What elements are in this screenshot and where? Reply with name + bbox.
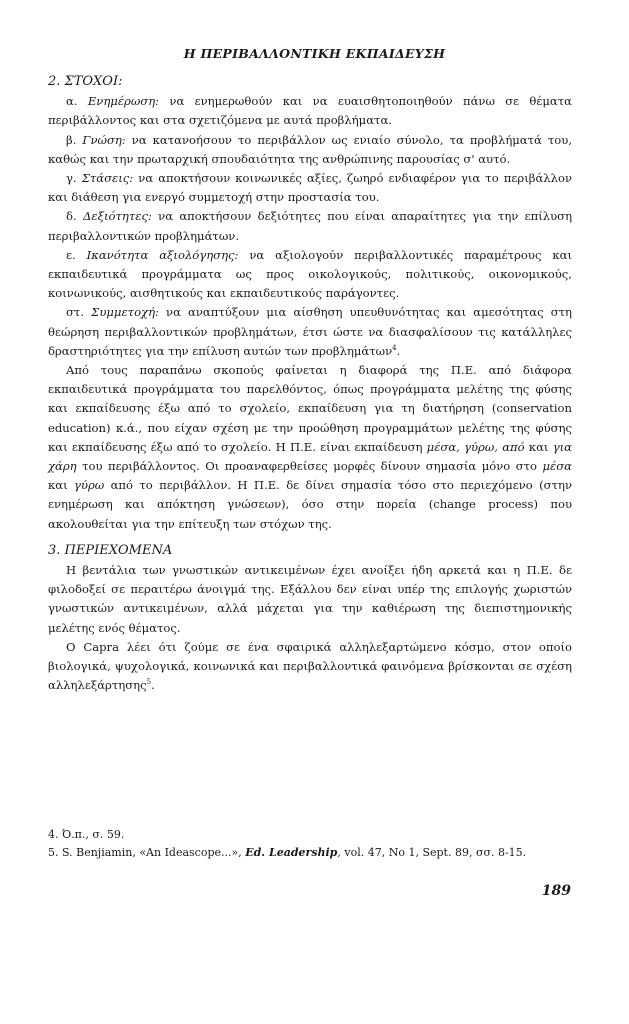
goal-text: να ενημερωθούν και να ευαισθητοποιηθούν πάνω σε θέματα περιβάλλοντος και στα σχετιζόμενα με αυτά προβλήματα. (48, 94, 573, 128)
goal-label: γ. (66, 171, 77, 186)
page-body (48, 72, 572, 696)
goal-term: Ενημέρωση: (87, 94, 160, 109)
goal-term: Συμμετοχή: (91, 305, 159, 320)
goal-term: Γνώση: (82, 132, 126, 147)
goal-label: δ. (66, 209, 77, 224)
text-run: . (151, 678, 155, 693)
text-run: , vol. 47, No 1, Sept. 89, σσ. 8-15. (337, 846, 527, 859)
goal-item-c (48, 169, 572, 207)
footnotes (48, 826, 578, 862)
goal-text: να αποκτήσουν δεξιότητες που είναι απαραίτητες για την επίλυση περιβαλλοντικών προβλημάτων. (48, 209, 573, 243)
goal-text: να αποκτήσουν κοινωνικές αξίες, ζωηρό ενδιαφέρον για το περιβάλλον και διάθεση για ενεργό συμμετοχή στην προστασία του. (48, 171, 572, 205)
page-number: 189 (541, 883, 571, 899)
goals-discussion-paragraph (48, 361, 572, 534)
italic-run: γύρω (73, 478, 105, 493)
goal-text: να αναπτύξουν μια αίσθηση υπευθυνότητας και αμεσότητας στη θεώρηση περιβαλλοντικών προβλημάτων, έτσι ώστε να διασφαλίσουν τις κατάλληλες δραστηριότητες για την επίλυση αυτών των προβλημάτων (48, 305, 573, 358)
footnote-4: 4. Ό.π., σ. 59. (48, 828, 125, 841)
goal-item-a (48, 92, 572, 130)
text-run: του περιβάλλοντος. Οι προαναφερθείσες μορφές δίνουν σημασία μόνο στο (76, 459, 543, 474)
text-run: 5. S. Benjiamin, «An Ideascope...», (48, 846, 246, 859)
section-heading-goals: 2. ΣΤΟΧΟΙ: (48, 74, 123, 89)
goal-label: ε. (66, 247, 76, 262)
italic-run: μέσα (542, 459, 572, 474)
goal-item-e (48, 246, 572, 304)
contents-paragraph-2 (48, 638, 572, 696)
goal-term: Ικανότητα αξιολόγησης: (86, 247, 239, 262)
goal-item-b (48, 131, 572, 169)
goal-text-end: . (396, 343, 401, 358)
italic-run: μέσα, γύρω, από (426, 439, 525, 454)
text-run: και (524, 439, 553, 454)
text-run: από το περιβάλλον. Η Π.Ε. δε δίνει σημασία τόσο στο περιεχόμενο (στην ενημέρωση και απόκτηση γνώσεων), όσο στην πορεία (change process) που ακολουθείται για την επίτευξη των στόχων της. (48, 478, 572, 531)
goal-text: να κατανοήσουν το περιβάλλον ως ενιαίο σύνολο, τα προβλήματά του, καθώς και την πρωταρχική σπουδαιότητα της ανθρώπινης παρουσίας σ' αυτό. (48, 132, 573, 166)
journal-title: Ed. Leadership (245, 846, 338, 859)
footnote-5 (48, 844, 578, 862)
footnote-ref-4: 4 (392, 343, 397, 352)
goal-term: Στάσεις: (81, 171, 134, 186)
text-run: και (48, 478, 74, 493)
goal-item-f (48, 303, 572, 361)
goal-label: β. (66, 132, 77, 147)
goal-text: να αξιολογούν περιβαλλοντικές παραμέτρους και εκπαιδευτικά προγράμματα ως προς οικολογικούς, πολιτικούς, οικονομικούς, κοινωνικούς, αισθητικούς και εκπαιδευτικούς παράγοντες. (48, 247, 572, 301)
section-heading-contents: 3. ΠΕΡΙΕΧΟΜΕΝΑ (48, 542, 173, 558)
contents-paragraph-1: Η βεντάλια των γνωστικών αντικειμένων έχει ανοίξει ήδη αρκετά και η Π.Ε. δε φιλοδοξεί σε περαιτέρω άνοιγμά της. Εξάλλου δεν είναι υπέρ της επιλογής χωριστών γνωστικών αντικειμένων, αλλά μάχεται για την καθιέρωση της διεπιστημονικής μελέτης ενός θέματος. (48, 563, 572, 635)
goal-item-d (48, 207, 572, 245)
goal-label: στ. (66, 305, 85, 320)
footnote-ref-5: 5 (146, 678, 152, 687)
goal-label: α. (66, 94, 78, 109)
goal-term: Δεξιότητες: (82, 209, 152, 224)
text-run: Ο Capra λέει ότι ζούμε σε ένα σφαιρικά αλληλεξαρτώμενο κόσμο, στον οποίο βιολογικά, ψυχολογικά, κοινωνικά και περιβαλλοντικά φαινόμενα βρίσκονται σε σχέση αλληλεξάρτησης (48, 639, 572, 693)
text-run: Από τους παραπάνω σκοπούς φαίνεται η διαφορά της Π.Ε. από διάφορα εκπαιδευτικά προγράμματα του παρελθόντος, όπως προγράμματα μελέτης της φύσης και εκπαίδευσης έξω από το σχολείο, εκπαίδευση για τη διατήρηση (conservation education) κ.ά., που είχαν σχέση με την προώθηση προγραμμάτων μελέτης της φύσης και εκπαίδευσης έξω από το σχολείο. Η Π.Ε. είναι εκπαίδευση (48, 363, 572, 454)
italic-run: για χάρη (48, 439, 572, 474)
running-head: Η ΠΕΡΙΒΑΛΛΟΝΤΙΚΗ ΕΚΠΑΙΔΕΥΣΗ (183, 46, 446, 61)
